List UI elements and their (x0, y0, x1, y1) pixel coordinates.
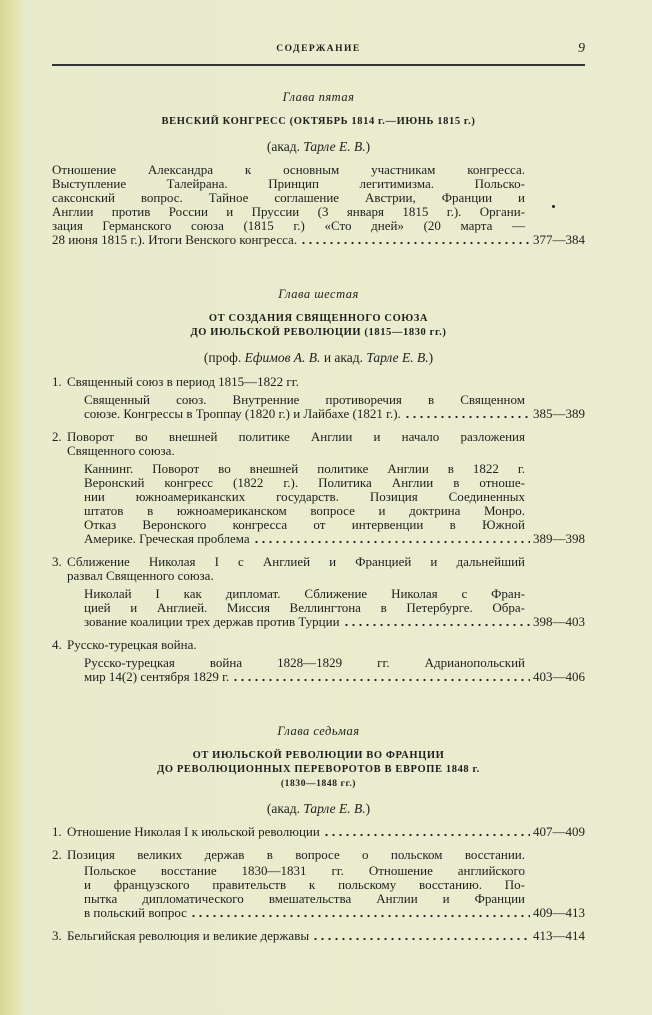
description-line: 28 июня 1815 г.). Итоги Венского конгресса. (52, 232, 298, 247)
description-line: Веронский конгресс (1822 г.). Политика Англии в отноше- (84, 475, 525, 490)
item-title: Сближение Николая I с Англией и Францией и дальнейший (67, 554, 525, 569)
item-number: 4. (52, 637, 62, 652)
item-title: Священный союз в период 1815—1822 гг. (67, 374, 299, 389)
item-description (84, 587, 585, 629)
author-suffix: ) (428, 350, 434, 365)
toc-item[interactable] (52, 555, 585, 629)
description-line: союзе. Конгрессы в Троппау (1820 г.) и Лайбахе (1821 г.). (84, 406, 401, 421)
chapter-title-line: ДО РЕВОЛЮЦИОННЫХ ПЕРЕВОРОТОВ В ЕВРОПЕ 1848 г. (157, 764, 480, 775)
leader-dots (253, 532, 530, 546)
description-line: пытка дипломатического вмешательства Англии и Франции (84, 891, 525, 906)
description-line: Выступление Талейрана. Принцип легитимизма. Польско- (52, 176, 525, 191)
chapter-label: Глава седьмая (277, 724, 360, 738)
running-header-title: СОДЕРЖАНИЕ (276, 44, 361, 54)
chapter-author (52, 139, 585, 155)
page-range: 398—403 (533, 614, 585, 629)
toc-item[interactable] (52, 375, 585, 421)
description-line: штатов в южноамериканском вопросе и доктрина Монро. (84, 503, 525, 518)
author-name: Тарле Е. В. (366, 350, 429, 365)
chapter-6 (52, 287, 585, 684)
page-range: 413—414 (533, 928, 585, 943)
item-description (84, 462, 585, 546)
toc-item[interactable] (52, 638, 585, 684)
description-line: Польское восстание 1830—1831 гг. Отношение английского (84, 863, 525, 878)
item-number: 3. (52, 554, 62, 569)
toc-item[interactable] (52, 825, 585, 839)
description-line: Каннинг. Поворот во внешней политике Англии в 1822 г. (84, 461, 525, 476)
description-line: мир 14(2) сентября 1829 г. (84, 669, 230, 684)
chapter-label: Глава шестая (278, 287, 359, 301)
chapter-title-line: ОТ СОЗДАНИЯ СВЯЩЕННОГО СОЮЗА (208, 313, 429, 324)
page-range: 389—398 (533, 531, 585, 546)
item-number: 1. (52, 824, 62, 839)
leader-dots (232, 670, 530, 684)
author-prefix: (акад. (266, 139, 300, 154)
toc-page (52, 41, 585, 943)
item-number: 2. (52, 847, 62, 862)
print-speck (552, 205, 555, 208)
chapter-author (52, 350, 585, 366)
author-conjunction: и акад. (323, 350, 363, 365)
item-number: 3. (52, 928, 62, 943)
header-rule (52, 64, 585, 66)
item-title: Бельгийская революция и великие державы (67, 928, 310, 943)
description-line: Англии против России и Пруссии (3 января 1815 г.). Органи- (52, 204, 525, 219)
author-name: Ефимов А. В. (244, 350, 321, 365)
item-description (84, 864, 585, 920)
chapter-5 (52, 90, 585, 247)
author-name: Тарле Е. В. (303, 139, 366, 154)
item-title: развал Священного союза. (67, 568, 214, 583)
leader-dots (343, 615, 530, 629)
description-line: Отказ Веронского конгресса от интервенции в Южной (84, 517, 525, 532)
description-line: Отношение Александра к основным участникам конгресса. (52, 162, 525, 177)
description-line: в польский вопрос (84, 905, 187, 920)
item-description (84, 393, 585, 421)
chapter-7 (52, 724, 585, 943)
description-line: зация Германского союза (1815 г.) «Сто дней» (20 марта — (52, 218, 525, 233)
item-description (84, 656, 585, 684)
description-line: Николай I как дипломат. Сближение Николая с Фран- (84, 586, 525, 601)
leader-dots (190, 906, 530, 920)
item-title: Позиция великих держав в вопросе о польском восстании. (67, 847, 525, 862)
item-number: 2. (52, 429, 62, 444)
leader-dots (323, 825, 530, 839)
description-line: и французского правительств к польскому восстанию. По- (84, 877, 525, 892)
author-prefix: (акад. (266, 801, 300, 816)
page-range: 385—389 (533, 406, 585, 421)
chapter-title-line: (1830—1848 гг.) (280, 779, 357, 789)
toc-item[interactable] (52, 848, 585, 920)
page-number: 9 (578, 41, 585, 56)
toc-item[interactable] (52, 929, 585, 943)
leader-dots (404, 407, 530, 421)
item-title: Отношение Николая I к июльской революции (67, 824, 320, 839)
running-header (52, 41, 585, 60)
description-line: цией и Англией. Миссия Веллингтона в Петербурге. Обра- (84, 600, 525, 615)
page-range: 377—384 (533, 232, 585, 247)
toc-item[interactable] (52, 430, 585, 546)
page-range: 409—413 (533, 905, 585, 920)
chapter-author (52, 801, 585, 817)
chapter-title-line: ВЕНСКИЙ КОНГРЕСС (ОКТЯБРЬ 1814 г.—ИЮНЬ 1815 г.) (161, 116, 476, 127)
page-range: 407—409 (533, 824, 585, 839)
author-suffix: ) (365, 801, 371, 816)
item-title: Священного союза. (67, 443, 175, 458)
description-line: зование коалиции трех держав против Турции (84, 614, 340, 629)
page-range: 403—406 (533, 669, 585, 684)
author-prefix: (проф. (203, 350, 242, 365)
leader-dots (312, 929, 530, 943)
chapter-title (52, 749, 585, 791)
description-line: нии южноамериканских государств. Позиция Соединенных (84, 489, 525, 504)
description-line: Русско-турецкая война 1828—1829 гг. Адрианопольский (84, 655, 525, 670)
chapter-title-line: ОТ ИЮЛЬСКОЙ РЕВОЛЮЦИИ ВО ФРАНЦИИ (192, 750, 445, 761)
description-line: саксонский вопрос. Тайное соглашение Австрии, Франции и (52, 190, 525, 205)
item-number: 1. (52, 374, 62, 389)
item-title: Поворот во внешней политике Англии и начало разложения (67, 429, 525, 444)
chapter-title (52, 312, 585, 340)
description-line: Священный союз. Внутренние противоречия в Священном (84, 392, 525, 407)
leader-dots (300, 233, 530, 247)
chapter-description (52, 163, 585, 247)
description-line: Америке. Греческая проблема (84, 531, 250, 546)
chapter-title-line: ДО ИЮЛЬСКОЙ РЕВОЛЮЦИИ (1815—1830 гг.) (190, 327, 447, 338)
author-suffix: ) (365, 139, 371, 154)
toc-entry-last-line[interactable] (52, 233, 585, 247)
author-name: Тарле Е. В. (303, 801, 366, 816)
item-title: Русско-турецкая война. (67, 637, 197, 652)
chapter-label: Глава пятая (282, 90, 355, 104)
chapter-title (52, 115, 585, 129)
